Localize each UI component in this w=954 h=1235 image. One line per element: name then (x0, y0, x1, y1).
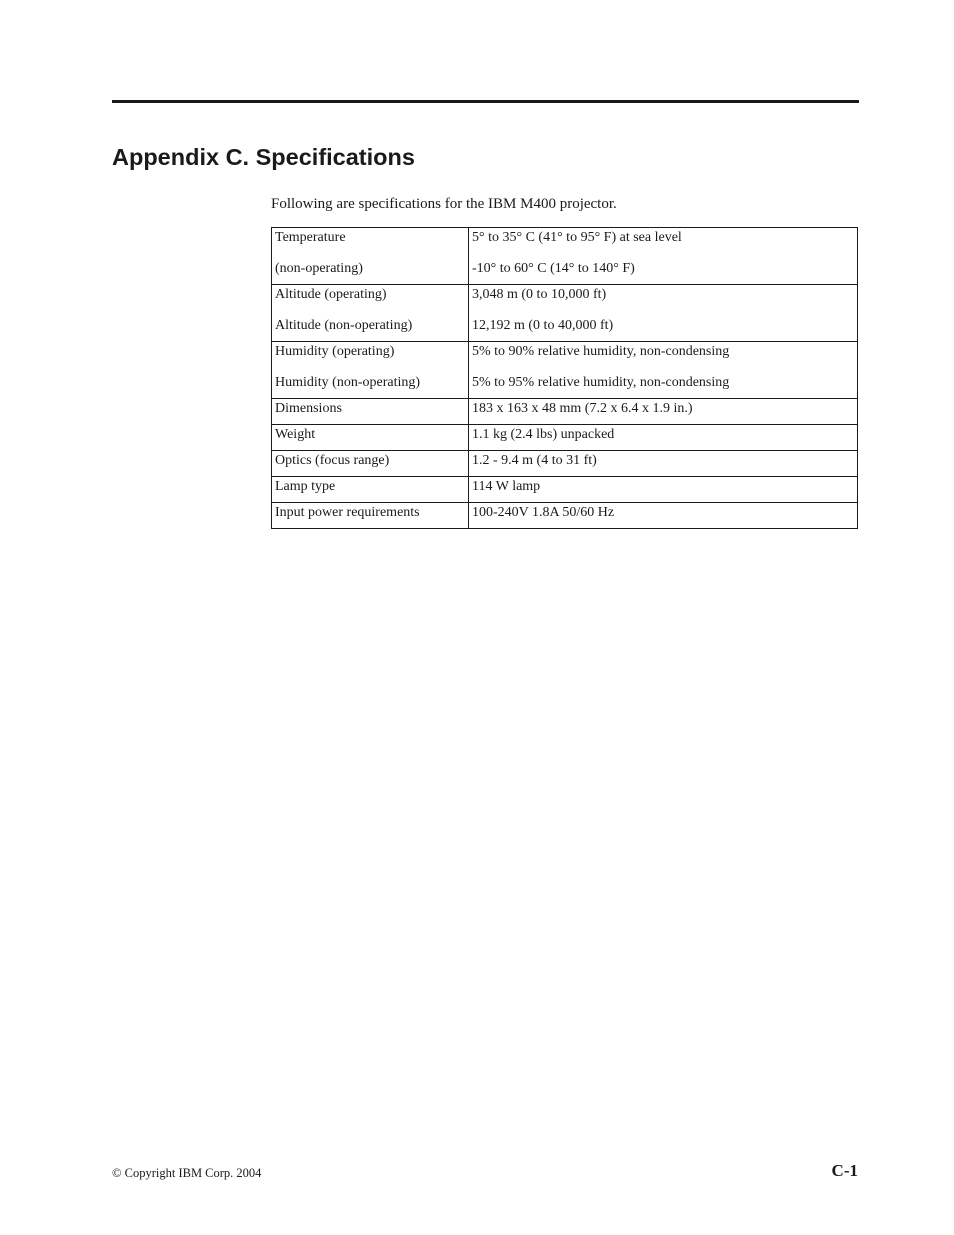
spec-label: Input power requirements (275, 505, 420, 520)
spec-value: 5° to 35° C (41° to 95° F) at sea level (472, 230, 682, 245)
spec-value-cell (469, 342, 858, 399)
table-row (272, 342, 858, 399)
spec-label-cell (272, 451, 469, 477)
spec-label: Altitude (operating) (275, 287, 387, 302)
spec-value-cell (469, 228, 858, 285)
spec-label-cell (272, 425, 469, 451)
spec-label: (non-operating) (275, 261, 363, 276)
spec-value: 1.2 - 9.4 m (4 to 31 ft) (472, 453, 597, 468)
spec-label-cell (272, 399, 469, 425)
spec-value: 100-240V 1.8A 50/60 Hz (472, 505, 615, 520)
page-number: C-1 (831, 1161, 858, 1180)
spec-label-cell (272, 228, 469, 285)
specifications-table (271, 227, 858, 529)
spec-value: 5% to 90% relative humidity, non-condensing (472, 344, 730, 359)
spec-label: Temperature (275, 230, 346, 245)
spec-value-cell (469, 285, 858, 342)
spec-label-cell (272, 285, 469, 342)
table-row (272, 503, 858, 529)
spec-value-cell (469, 425, 858, 451)
footer-copyright: © Copyright IBM Corp. 2004 (112, 1166, 262, 1180)
spec-value: 5% to 95% relative humidity, non-condensing (472, 375, 730, 390)
table-row (272, 228, 858, 285)
page-title: Appendix C. Specifications (112, 144, 415, 170)
spec-label-cell (272, 477, 469, 503)
spec-label: Humidity (operating) (275, 344, 395, 359)
header-rule (112, 100, 859, 103)
table-row (272, 477, 858, 503)
spec-label-cell (272, 503, 469, 529)
spec-label: Weight (275, 427, 316, 442)
spec-value: 12,192 m (0 to 40,000 ft) (472, 318, 614, 333)
table-row (272, 285, 858, 342)
spec-label: Optics (focus range) (275, 453, 390, 468)
spec-label: Lamp type (275, 479, 336, 494)
table-row (272, 451, 858, 477)
spec-value: 3,048 m (0 to 10,000 ft) (472, 287, 607, 302)
spec-value: 114 W lamp (472, 479, 541, 494)
table-row (272, 399, 858, 425)
spec-value-cell (469, 503, 858, 529)
spec-value-cell (469, 399, 858, 425)
spec-label: Humidity (non-operating) (275, 375, 421, 390)
spec-value-cell (469, 451, 858, 477)
spec-label: Dimensions (275, 401, 342, 416)
intro-paragraph: Following are specifications for the IBM M400 projector. (271, 196, 617, 212)
spec-value-cell (469, 477, 858, 503)
spec-label-cell (272, 342, 469, 399)
spec-label: Altitude (non-operating) (275, 318, 413, 333)
table-row (272, 425, 858, 451)
spec-value: -10° to 60° C (14° to 140° F) (472, 261, 635, 276)
spec-value: 1.1 kg (2.4 lbs) unpacked (472, 427, 615, 442)
spec-value: 183 x 163 x 48 mm (7.2 x 6.4 x 1.9 in.) (472, 401, 693, 416)
